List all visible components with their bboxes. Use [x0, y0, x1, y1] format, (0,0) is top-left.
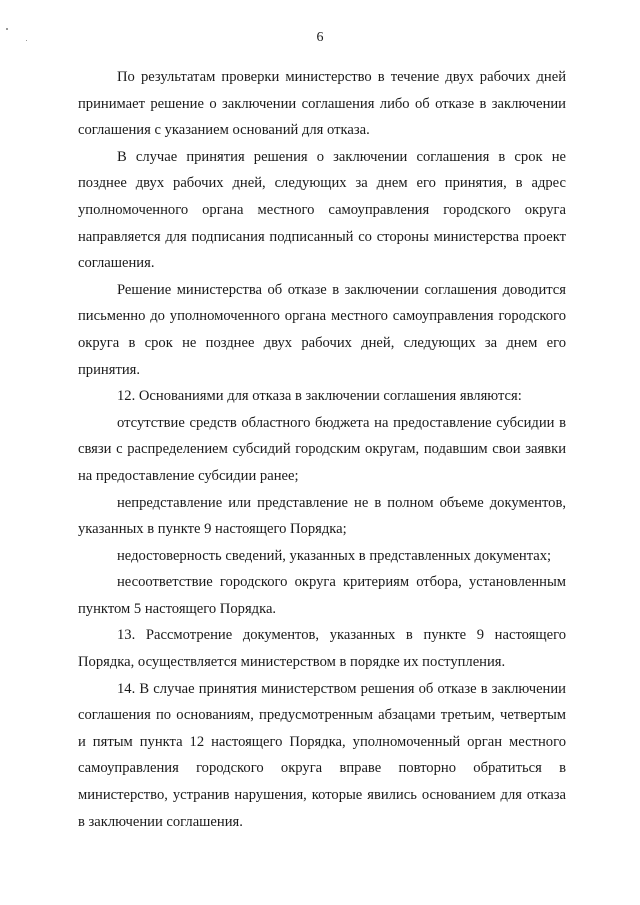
paragraph-review-decision: По результатам проверки министерство в течение двух рабочих дней принимает решение о заключении соглашения либо об отказе в заключении соглашения с указанием оснований для отказа. [78, 69, 566, 139]
paragraph-item-12-reason-2: непредставление или представление не в полном объеме документов, указанных в пункте 9 настоящего Порядка; [78, 494, 566, 538]
paragraph-agreement-signing: В случае принятия решения о заключении соглашения в срок не позднее двух рабочих дней, следующих за днем его принятия, в адрес уполномоченного органа местного самоуправления городского округа направляется для подписания подписанный со стороны министерства проект соглашения. [78, 148, 566, 272]
paragraph-item-12-reason-1: отсутствие средств областного бюджета на предоставление субсидии в связи с распределением субсидий городским округам, подавшим свои заявки на предоставление субсидии ранее; [78, 414, 566, 484]
paragraph-refusal-notice: Решение министерства об отказе в заключении соглашения доводится письменно до уполномоченного органа местного самоуправления городского округа в срок не позднее двух рабочих дней, следующих за днем его принятия. [78, 281, 566, 378]
scan-speck [6, 28, 8, 30]
document-body [78, 64, 566, 835]
paragraph-item-12-reason-3: недостоверность сведений, указанных в представленных документах; [117, 547, 552, 564]
scan-speck [26, 40, 27, 41]
paragraph-item-12-reason-4: несоответствие городского округа критериям отбора, установленным пунктом 5 настоящего Порядка. [78, 574, 566, 617]
paragraph-item-12: 12. Основаниями для отказа в заключении соглашения являются: [117, 388, 522, 405]
page-number: 6 [316, 30, 324, 45]
paragraph-item-14: 14. В случае принятия министерством решения об отказе в заключении соглашения по основаниям, предусмотренным абзацами третьим, четвертым и пятым пункта 12 настоящего Порядка, уполномоченный орган местного самоуправления городского округа вправе повторно обратиться в министерство, устранив нарушения, которые явились основанием для отказа в заключении соглашения. [78, 680, 566, 830]
paragraph-item-13: 13. Рассмотрение документов, указанных в пункте 9 настоящего Порядка, осуществляется министерством в порядке их поступления. [78, 627, 566, 671]
